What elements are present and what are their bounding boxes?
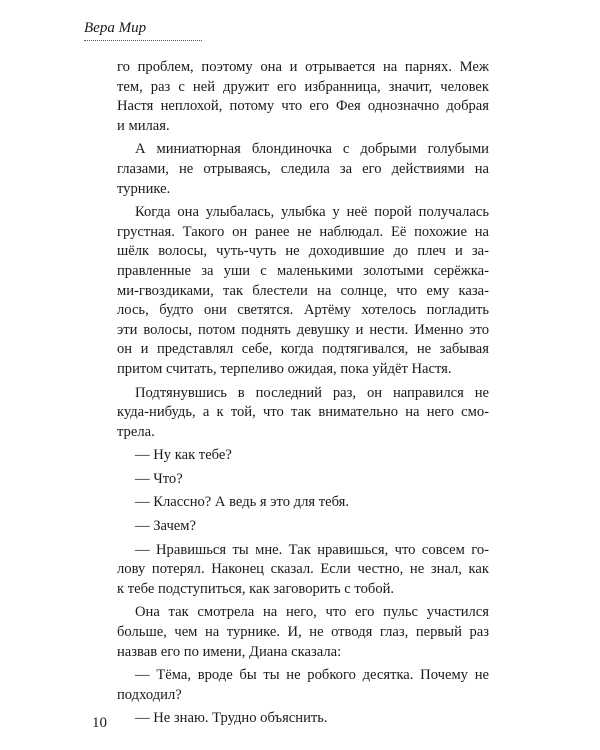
text-line: грустная. Такого он ранее не наблюдал. Её похожие на: [117, 223, 489, 240]
text-line: турнике.: [117, 180, 171, 197]
text-line: правленные за уши с маленькими золотыми серёжка-: [117, 262, 489, 279]
text-line: Она так смотрела на него, что его пульс участился: [135, 604, 489, 621]
text-line: эти волосы, потом поднять девушку и нести. Именно это: [117, 321, 489, 338]
text-line: куда-нибудь, а к той, что так внимательно на него смо-: [117, 404, 489, 421]
page-number: 10: [92, 715, 107, 731]
text-line: и милая.: [117, 117, 170, 134]
text-line: тем, раз с ней дружит его избранница, значит, человек: [117, 78, 489, 95]
paragraph: [117, 384, 489, 443]
text-line: — Нравишься ты мне. Так нравишься, что совсем го-: [135, 541, 489, 558]
dialogue-line: — Что?: [135, 470, 183, 487]
text-line: к тебе подступиться, как заговорить с тобой.: [117, 580, 395, 597]
paragraph: [117, 58, 489, 136]
text-line: ми-гвоздиками, так блестели на солнце, что ему каза-: [117, 282, 489, 299]
paragraph: [117, 541, 489, 600]
paragraph: [117, 666, 489, 705]
text-line: притом считать, терпеливо ожидая, пока уйдёт Настя.: [117, 360, 452, 377]
dialogue-line: — Ну как тебе?: [135, 447, 232, 464]
paragraph: [117, 140, 489, 199]
text-line: лову потерял. Наконец сказал. Если честно, не знал, как: [117, 561, 489, 578]
text-line: го проблем, поэтому она и отрывается на парнях. Меж: [117, 59, 489, 75]
text-line: подходил?: [117, 686, 182, 703]
text-line: Когда она улыбалась, улыбка у неё порой получалась: [135, 204, 489, 221]
text-line: глазами, не отрываясь, следила за его действиями на: [117, 160, 489, 177]
dialogue-line: — Зачем?: [135, 518, 196, 535]
dialogue-line: — Не знаю. Трудно объяснить.: [135, 710, 328, 727]
text-line: трела.: [117, 423, 155, 440]
dialogue-line: — Классно? А ведь я это для тебя.: [135, 494, 350, 511]
running-head: Вера Мир: [84, 18, 202, 41]
body-text: [117, 58, 489, 729]
text-line: лось, будто они светятся. Артёму хотелось погладить: [117, 302, 489, 319]
text-line: шёлк волосы, чуть-чуть не доходившие до плеч и за-: [117, 243, 489, 260]
text-line: — Тёма, вроде бы ты не робкого десятка. Почему не: [135, 667, 489, 684]
text-line: он и представлял себе, когда подтягивался, не забывая: [117, 341, 489, 358]
text-line: Настя неплохой, потому что его Фея однозначно добрая: [117, 98, 489, 115]
paragraph: [117, 603, 489, 662]
text-line: больше, чем на турнике. И, не отводя глаз, первый раз: [117, 624, 489, 641]
text-line: назвав его по имени, Диана сказала:: [117, 643, 342, 660]
paragraph: [117, 203, 489, 379]
text-line: Подтянувшись в последний раз, он направился не: [135, 384, 489, 401]
text-line: А миниатюрная блондиночка с добрыми голубыми: [135, 141, 489, 158]
